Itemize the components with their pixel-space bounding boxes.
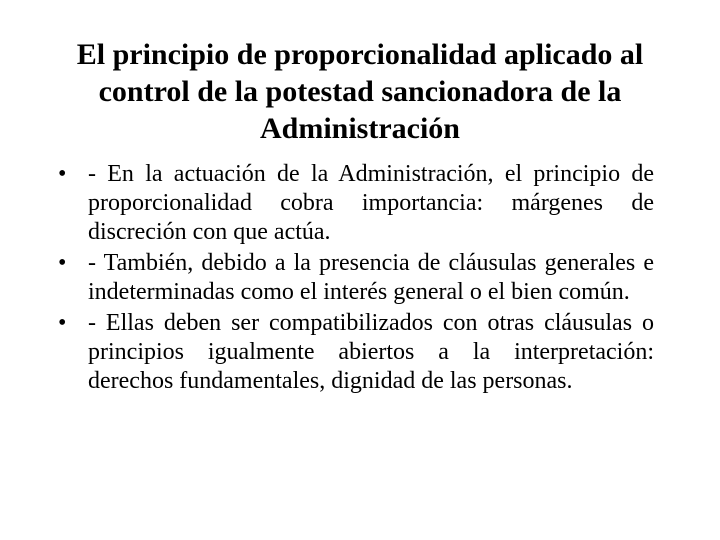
slide-title: El principio de proporcionalidad aplicado al control de la potestad sancionadora de la Administración	[76, 38, 644, 145]
bullet-dot-icon: •	[58, 310, 67, 336]
bullet-item	[58, 309, 654, 396]
bullet-text: - Ellas deben ser compatibilizados con otras cláusulas o principios igualmente abiertos a la interpretación: derechos fundamentales, dignidad de las personas.	[88, 310, 654, 394]
bullet-item	[58, 249, 654, 307]
bullet-dot-icon: •	[58, 250, 67, 276]
bullet-list	[58, 160, 654, 398]
bullet-dot-icon: •	[58, 161, 67, 187]
bullet-item	[58, 160, 654, 247]
bullet-text: - También, debido a la presencia de cláusulas generales e indeterminadas como el interés general o el bien común.	[88, 250, 654, 305]
bullet-text: - En la actuación de la Administración, el principio de proporcionalidad cobra importancia: márgenes de discreción con que actúa.	[88, 161, 654, 245]
